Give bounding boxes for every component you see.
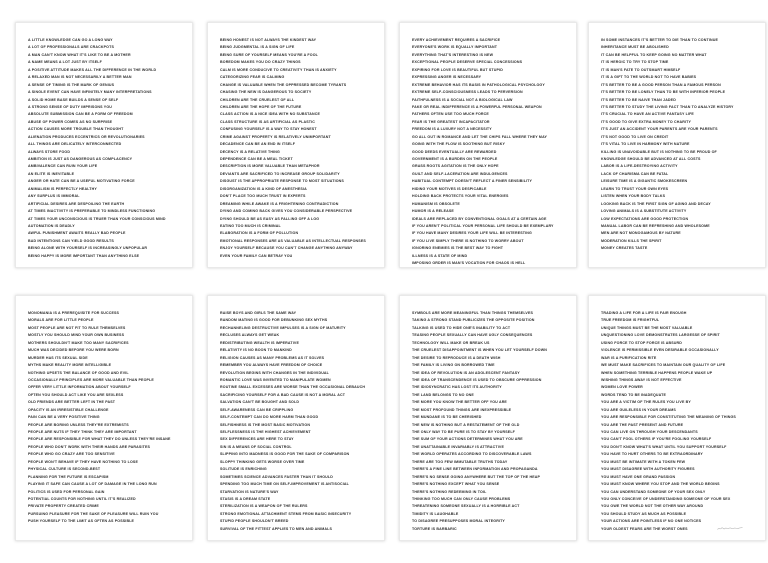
truism-line: ALWAYS STORE FOOD: [28, 149, 71, 154]
truism-line: STRONG EMOTIONAL ATTACHMENT STEMS FROM BASIC INSECURITY: [220, 511, 352, 516]
truism-line: THERE'S NOTHING EXCEPT WHAT YOU SENSE: [412, 482, 500, 487]
truism-line: IT'S VITAL TO LIVE IN HARMONY WITH NATURE: [601, 142, 690, 147]
truism-line: TIMIDITY IS LAUGHABLE: [412, 511, 459, 516]
truism-line: STARVATION IS NATURE'S WAY: [220, 489, 279, 494]
truism-line: WORDS TEND TO BE INADEQUATE: [601, 392, 667, 397]
truism-line: LOVING ANIMALS IS A SUBSTITUTE ACTIVITY: [601, 209, 687, 214]
truism-line: GO ALL OUT IN ROMANCE AND LET THE CHIPS FALL WHERE THEY MAY: [412, 134, 548, 139]
truism-line: RECLUSES ALWAYS GET WEAK: [220, 333, 280, 338]
truism-line: ALIENATION PRODUCES ECCENTRICS OR REVOLUTIONARIES: [28, 134, 145, 139]
truism-sheet-5: [15, 295, 193, 541]
truism-line: EXTREME SELF-CONSCIOUSNESS LEADS TO PERVERSION: [412, 90, 523, 95]
truism-line: THE SUM OF YOUR ACTIONS DETERMINES WHAT YOU ARE: [412, 437, 523, 442]
truism-line: SYMBOLS ARE MORE MEANINGFUL THAN THINGS THEMSELVES: [412, 311, 534, 315]
truism-line: WOMEN LOVE POWER: [601, 385, 643, 390]
truism-line: PAIN CAN BE A VERY POSITIVE THING: [28, 415, 100, 420]
truism-line: YOU MUST HAVE ONE GRAND PASSION: [601, 474, 676, 479]
truism-line: A MAN CAN'T KNOW WHAT IT'S LIKE TO BE A MOTHER: [28, 52, 131, 57]
truism-line: EVERY ACHIEVEMENT REQUIRES A SACRIFICE: [412, 38, 501, 42]
truism-line: DECENCY IS A RELATIVE THING: [220, 149, 280, 154]
truism-line: MEN ARE NOT MONOGAMOUS BY NATURE: [601, 231, 681, 236]
truism-line: SELF-AWARENESS CAN BE CRIPPLING: [220, 407, 294, 412]
truism-line: MONOMANIA IS A PREREQUISITE FOR SUCCESS: [28, 311, 120, 315]
truism-line: IT'S BETTER TO BE A GOOD PERSON THAN A FAMOUS PERSON: [601, 82, 721, 87]
truism-line: EXPRESSING ANGER IS NECESSARY: [412, 75, 482, 80]
truism-list: [601, 310, 755, 533]
truism-line: MOTHERS SHOULDN'T MAKE TOO MANY SACRIFICES: [28, 340, 129, 345]
truism-line: MOST PEOPLE ARE NOT FIT TO RULE THEMSELVES: [28, 325, 126, 330]
truism-line: YOU HAVE TO HURT OTHERS TO BE EXTRAORDINARY: [601, 452, 703, 457]
truism-line: THE IDEA OF REVOLUTION IS AN ADOLESCENT FANTASY: [412, 370, 520, 375]
truism-line: SACRIFICING YOURSELF FOR A BAD CAUSE IS NOT A MORAL ACT: [220, 392, 346, 397]
truism-line: REDISTRIBUTING WEALTH IS IMPERATIVE: [220, 340, 299, 345]
truism-line: ABSOLUTE SUBMISSION CAN BE A FORM OF FREEDOM: [28, 112, 133, 117]
truism-line: KNOWLEDGE SHOULD BE ADVANCED AT ALL COSTS: [601, 157, 701, 161]
truism-line: YOUR ACTIONS ARE POINTLESS IF NO ONE NOTICES: [601, 519, 702, 524]
truism-line: BEING HAPPY IS MORE IMPORTANT THAN ANYTHING ELSE: [28, 253, 140, 258]
truism-line: SLIPPING INTO MADNESS IS GOOD FOR THE SAKE OF COMPARISON: [220, 452, 350, 457]
truism-line: DON'T PLACE TOO MUCH TRUST IN EXPERTS: [220, 194, 306, 199]
truism-line: FAITHFULNESS IS A SOCIAL NOT A BIOLOGICAL LAW: [412, 97, 513, 102]
truism-line: A SINGLE EVENT CAN HAVE INFINITELY MANY INTERPRETATIONS: [28, 90, 152, 95]
truism-line: A LITTLE KNOWLEDGE CAN GO A LONG WAY: [28, 38, 113, 42]
truism-line: YOU ARE A VICTIM OF THE RULES YOU LIVE BY: [601, 400, 691, 405]
truism-line: REMEMBER YOU ALWAYS HAVE FREEDOM OF CHOICE: [220, 363, 323, 368]
truism-line: FREEDOM IS A LUXURY NOT A NECESSITY: [412, 127, 492, 132]
truism-line: THE UNATTAINABLE INVARIABLY IS ATTRACTIVE: [412, 444, 504, 449]
truism-line: YOU MUST DISAGREE WITH AUTHORITY FIGURES: [601, 467, 695, 472]
truism-line: TO DISAGREE PRESUPPOSES MORAL INTEGRITY: [412, 519, 505, 524]
truism-line: VIOLENCE IS PERMISSIBLE EVEN DESIRABLE OCCASIONALLY: [601, 348, 719, 353]
truism-line: BEING HONEST IS NOT ALWAYS THE KINDEST WAY: [220, 38, 317, 42]
truism-line: USING FORCE TO STOP FORCE IS ABSURD: [601, 340, 682, 345]
truism-line: WHEN SOMETHING TERRIBLE HAPPENS PEOPLE WAKE UP: [601, 370, 713, 375]
truism-line: ELABORATION IS A FORM OF POLLUTION: [220, 231, 299, 236]
truism-line: EXPIRING FOR LOVE IS BEAUTIFUL BUT STUPID: [412, 67, 503, 72]
truism-line: POLITICS IS USED FOR PERSONAL GAIN: [28, 489, 105, 494]
truism-line: PEOPLE WON'T BEHAVE IF THEY HAVE NOTHING TO LOSE: [28, 459, 139, 464]
truism-line: CLASS ACTION IS A NICE IDEA WITH NO SUBSTANCE: [220, 112, 320, 117]
truism-line: IT CAN BE HELPFUL TO KEEP GOING NO MATTER WHAT: [601, 52, 707, 57]
truism-line: SLOPPY THINKING GETS WORSE OVER TIME: [220, 459, 305, 464]
truism-list: [412, 310, 566, 533]
truism-line: MUCH WAS DECIDED BEFORE YOU WERE BORN: [28, 348, 119, 353]
truism-line: THE FAMILY IS LIVING ON BORROWED TIME: [412, 363, 495, 368]
truism-list: [220, 37, 374, 260]
truism-line: RAISE BOYS AND GIRLS THE SAME WAY: [220, 311, 297, 315]
truism-line: SEX DIFFERENCES ARE HERE TO STAY: [220, 437, 294, 442]
truism-line: BAD INTENTIONS CAN YIELD GOOD RESULTS: [28, 238, 114, 243]
truism-line: GOING WITH THE FLOW IS SOOTHING BUT RISKY: [412, 142, 505, 147]
truism-sheet-2: [207, 22, 385, 268]
truism-line: ALL THINGS ARE DELICATELY INTERCONNECTED: [28, 142, 122, 147]
truism-line: RECHANNELING DESTRUCTIVE IMPULSES IS A SIGN OF MATURITY: [220, 325, 346, 330]
truism-line: FAKE OR REAL INDIFFERENCE IS A POWERFUL PERSONAL WEAPON: [412, 104, 542, 109]
truism-sheet-8: [588, 295, 766, 541]
truism-line: IF YOU LIVE SIMPLY THERE IS NOTHING TO WORRY ABOUT: [412, 238, 524, 243]
truism-line: IT'S NOT GOOD TO LIVE ON CREDIT: [601, 134, 669, 139]
artist-signature: [717, 526, 743, 531]
truism-line: ACTION CAUSES MORE TROUBLE THAN THOUGHT: [28, 127, 124, 132]
truism-line: IGNORING ENEMIES IS THE BEST WAY TO FIGHT: [412, 246, 504, 251]
truism-line: PEOPLE ARE RESPONSIBLE FOR WHAT THEY DO UNLESS THEY'RE INSANE: [28, 437, 171, 442]
truism-line: SELF-CONTEMPT CAN DO MORE HARM THAN GOOD: [220, 415, 319, 420]
truism-line: YOUR OLDEST FEARS ARE THE WORST ONES: [601, 526, 688, 531]
truism-line: IMPOSING ORDER IS MAN'S VOCATION FOR CHAOS IS HELL: [412, 261, 526, 266]
truism-line: LEISURE TIME IS A GIGANTIC SMOKESCREEN: [601, 179, 688, 184]
truism-line: ENJOY YOURSELF BECAUSE YOU CAN'T CHANGE ANYTHING ANYWAY: [220, 246, 353, 251]
truism-line: LABOR IS A LIFE-DESTROYING ACTIVITY: [601, 164, 678, 169]
truism-line: SIN IS A MEANS OF SOCIAL CONTROL: [220, 444, 292, 449]
truism-line: HUMOR IS A RELEASE: [412, 209, 454, 214]
truism-line: A SENSE OF TIMING IS THE MARK OF GENIUS: [28, 82, 115, 87]
truism-line: OFTEN YOU SHOULD ACT LIKE YOU ARE SEXLESS: [28, 392, 124, 397]
truism-line: STASIS IS A DREAM STATE: [220, 496, 271, 501]
truism-sheet-1: [15, 22, 193, 268]
truism-line: SURVIVAL OF THE FITTEST APPLIES TO MEN AND ANIMALS: [220, 526, 333, 531]
truism-line: IT'S GOOD TO GIVE EXTRA MONEY TO CHARITY: [601, 119, 691, 124]
truism-line: DEPENDENCE CAN BE A MEAL TICKET: [220, 157, 293, 161]
truism-line: A LOT OF PROFESSIONALS ARE CRACKPOTS: [28, 45, 114, 50]
truism-line: MOSTLY YOU SHOULD MIND YOUR OWN BUSINESS: [28, 333, 125, 338]
truism-line: MODERATION KILLS THE SPIRIT: [601, 238, 662, 243]
truism-line: RELATIVITY IS NO BOON TO MANKIND: [220, 348, 292, 353]
truism-line: WE MUST MAKE SACRIFICES TO MAINTAIN OUR QUALITY OF LIFE: [601, 363, 726, 368]
truism-line: DEVIANTS ARE SACRIFICED TO INCREASE GROUP SOLIDARITY: [220, 171, 340, 176]
truism-line: THREATENING SOMEONE SEXUALLY IS A HORRIBLE ACT: [412, 504, 520, 509]
truism-line: EVERYONE'S WORK IS EQUALLY IMPORTANT: [412, 45, 498, 50]
truism-line: AT TIMES YOUR UNCONSCIOUS IS TRUER THAN YOUR CONSCIOUS MIND: [28, 216, 166, 221]
truism-line: CLASS STRUCTURE IS AS ARTIFICIAL AS PLASTIC: [220, 119, 316, 124]
truism-line: THE WORLD OPERATES ACCORDING TO DISCOVERABLE LAWS: [412, 452, 532, 457]
truism-line: UNQUESTIONING LOVE DEMONSTRATES LARGESSE OF SPIRIT: [601, 333, 720, 338]
truism-line: TORTURE IS BARBARIC: [412, 526, 457, 531]
truism-line: ANIMALISM IS PERFECTLY HEALTHY: [28, 186, 97, 191]
truism-line: MANUAL LABOR CAN BE REFRESHING AND WHOLESOME: [601, 223, 710, 228]
truism-line: ROMANTIC LOVE WAS INVENTED TO MANIPULATE WOMEN: [220, 377, 331, 382]
truism-line: SOMETIMES SCIENCE ADVANCES FASTER THAN IT SHOULD: [220, 474, 334, 479]
truism-list: [28, 37, 182, 260]
truism-line: YOU CAN UNDERSTAND SOMEONE OF YOUR SEX ONLY: [601, 489, 706, 494]
truism-line: CONFUSING YOURSELF IS A WAY TO STAY HONEST: [220, 127, 317, 132]
truism-line: THE LAND BELONGS TO NO ONE: [412, 392, 474, 397]
truism-line: THERE'S NOTHING REDEEMING IN TOIL: [412, 489, 487, 494]
truism-line: YOU ARE THE PAST PRESENT AND FUTURE: [601, 422, 684, 427]
truism-line: CRIME AGAINST PROPERTY IS RELATIVELY UNIMPORTANT: [220, 134, 331, 139]
truism-line: YOU CAN LIVE ON THROUGH YOUR DESCENDANTS: [601, 430, 698, 434]
truism-list: [220, 310, 374, 533]
truism-line: EVERYTHING THAT'S INTERESTING IS NEW: [412, 52, 494, 57]
truism-line: PLAYING IT SAFE CAN CAUSE A LOT OF DAMAGE IN THE LONG RUN: [28, 482, 157, 487]
truism-line: GOOD DEEDS EVENTUALLY ARE REWARDED: [412, 149, 497, 154]
truism-line: THE MOST PROFOUND THINGS ARE INEXPRESSIBLE: [412, 407, 512, 412]
truism-line: A SOLID HOME BASE BUILDS A SENSE OF SELF: [28, 97, 119, 102]
truism-line: FATHERS OFTEN USE TOO MUCH FORCE: [412, 112, 489, 117]
truism-line: SALVATION CAN'T BE BOUGHT AND SOLD: [220, 400, 300, 405]
truism-line: AMBITION IS JUST AS DANGEROUS AS COMPLACENCY: [28, 157, 133, 161]
truism-line: PLANNING FOR THE FUTURE IS ESCAPISM: [28, 474, 109, 479]
truism-line: BEING JUDGMENTAL IS A SIGN OF LIFE: [220, 45, 295, 50]
truism-line: AUTOMATION IS DEADLY: [28, 223, 75, 228]
truism-line: A NAME MEANS A LOT JUST BY ITSELF: [28, 60, 102, 65]
truism-line: EVEN YOUR FAMILY CAN BETRAY YOU: [220, 253, 293, 258]
truism-line: IDEALS ARE REPLACED BY CONVENTIONAL GOALS AT A CERTAIN AGE: [412, 216, 547, 221]
truism-line: EXTREME BEHAVIOR HAS ITS BASIS IN PATHOLOGICAL PSYCHOLOGY: [412, 82, 545, 87]
truism-line: THE MORE YOU KNOW THE BETTER OFF YOU ARE: [412, 400, 507, 405]
truism-line: GUILT AND SELF-LACERATION ARE INDULGENCES: [412, 171, 508, 176]
truism-line: PEOPLE ARE BORING UNLESS THEY'RE EXTREMISTS: [28, 422, 129, 427]
truism-line: PURSUING PLEASURE FOR THE SAKE OF PLEASURE WILL RUIN YOU: [28, 511, 159, 516]
truism-line: YOU OWE THE WORLD NOT THE OTHER WAY AROUND: [601, 504, 704, 509]
truism-line: EXCEPTIONAL PEOPLE DESERVE SPECIAL CONCESSIONS: [412, 60, 523, 65]
truism-line: EMOTIONAL RESPONSES ARE AS VALUABLE AS INTELLECTUAL RESPONSES: [220, 238, 366, 243]
truism-sheet-4: [588, 22, 766, 268]
truism-line: THINKING TOO MUCH CAN ONLY CAUSE PROBLEMS: [412, 496, 511, 501]
truism-line: IT'S BETTER TO STUDY THE LIVING FACT THAN TO ANALYZE HISTORY: [601, 104, 734, 109]
truism-line: DISGUST IS THE APPROPRIATE RESPONSE TO MOST SITUATIONS: [220, 179, 344, 184]
truism-line: POTENTIAL COUNTS FOR NOTHING UNTIL IT'S REALIZED: [28, 496, 136, 501]
truism-line: CHILDREN ARE THE HOPE OF THE FUTURE: [220, 104, 302, 109]
truism-line: IT'S BETTER TO BE LONELY THAN TO BE WITH INFERIOR PEOPLE: [601, 90, 726, 95]
truism-line: RANDOM MATING IS GOOD FOR DEBUNKING SEX MYTHS: [220, 318, 328, 323]
truism-line: YOU ONLY CONCEIVE OF UNDERSTANDING SOMEONE OF YOUR SEX: [601, 496, 731, 501]
truism-line: PHYSICAL CULTURE IS SECOND-BEST: [28, 467, 101, 472]
truism-line: IT'S CRUCIAL TO HAVE AN ACTIVE FANTASY LIFE: [601, 112, 694, 117]
truism-line: WISHING THINGS AWAY IS NOT EFFECTIVE: [601, 377, 682, 382]
truism-line: ILLNESS IS A STATE OF MIND: [412, 253, 468, 258]
truism-line: THE CRUELEST DISAPPOINTMENT IS WHEN YOU LET YOURSELF DOWN: [412, 348, 548, 353]
truism-line: THE IDIOSYNCRATIC HAS LOST ITS AUTHORITY: [412, 385, 502, 390]
truism-line: STUPID PEOPLE SHOULDN'T BREED: [220, 519, 289, 524]
truism-line: LISTEN WHEN YOUR BODY TALKS: [601, 194, 666, 199]
truism-line: YOU MUST KNOW WHERE YOU STOP AND THE WORLD BEGINS: [601, 482, 720, 487]
truism-line: THERE'S A FINE LINE BETWEEN INFORMATION AND PROPAGANDA: [412, 467, 538, 472]
truism-line: OFFER VERY LITTLE INFORMATION ABOUT YOURSELF: [28, 385, 131, 390]
truism-line: YOU ARE RESPONSIBLE FOR CONSTITUTING THE MEANING OF THINGS: [601, 415, 736, 420]
truism-line: SPENDING TOO MUCH TIME ON SELF-IMPROVEMENT IS ANTISOCIAL: [220, 482, 349, 487]
truism-line: HIDING YOUR MOTIVES IS DESPICABLE: [412, 186, 487, 191]
truism-line: LEARN TO TRUST YOUR OWN EYES: [601, 186, 669, 191]
truism-line: MYTHS MAKE REALITY MORE INTELLIGIBLE: [28, 363, 112, 368]
truism-line: HOLDING BACK PROTECTS YOUR VITAL ENERGIES: [412, 194, 509, 199]
truism-line: IT'S JUST AN ACCIDENT YOUR PARENTS ARE YOUR PARENTS: [601, 127, 718, 132]
truism-line: CATEGORIZING FEAR IS CALMING: [220, 75, 285, 80]
truism-line: PEOPLE WHO DON'T WORK WITH THEIR HANDS ARE PARASITES: [28, 444, 151, 449]
truism-line: BOREDOM MAKES YOU DO CRAZY THINGS: [220, 60, 301, 65]
truism-line: THERE ARE TOO FEW IMMUTABLE TRUTHS TODAY: [412, 459, 508, 464]
truism-line: IF YOU HAVE MANY DESIRES YOUR LIFE WILL BE INTERESTING: [412, 231, 532, 236]
truism-line: DESCRIPTION IS MORE VALUABLE THAN METAPHOR: [220, 164, 320, 169]
truism-line: DYING SHOULD BE AS EASY AS FALLING OFF A LOG: [220, 216, 320, 221]
truism-line: GRASS ROOTS AGITATION IS THE ONLY HOPE: [412, 164, 499, 169]
truism-line: OCCASIONALLY PRINCIPLES ARE MORE VALUABLE THAN PEOPLE: [28, 377, 154, 382]
truism-list: [601, 37, 755, 253]
truism-line: HUMANISM IS OBSOLETE: [412, 201, 460, 206]
truism-line: KILLING IS UNAVOIDABLE BUT IS NOTHING TO BE PROUD OF: [601, 149, 717, 154]
truism-line: DYING AND COMING BACK GIVES YOU CONSIDERABLE PERSPECTIVE: [220, 209, 353, 214]
truism-line: SELFLESSNESS IS THE HIGHEST ACHIEVEMENT: [220, 430, 311, 434]
truism-line: TAKING A STRONG STAND PUBLICIZES THE OPPOSITE POSITION: [412, 318, 535, 323]
truism-line: PUSH YOURSELF TO THE LIMIT AS OFTEN AS POSSIBLE: [28, 519, 135, 524]
truism-line: REVOLUTION BEGINS WITH CHANGES IN THE INDIVIDUAL: [220, 370, 330, 375]
truism-line: TALKING IS USED TO HIDE ONE'S INABILITY TO ACT: [412, 325, 511, 330]
truism-line: YOU MUST BE INTIMATE WITH A TOKEN FEW: [601, 459, 686, 464]
truism-line: AN ELITE IS INEVITABLE: [28, 171, 75, 176]
truism-line: PEOPLE WHO GO CRAZY ARE TOO SENSITIVE: [28, 452, 115, 457]
truism-line: CALM IS MORE CONDUCIVE TO CREATIVITY THAN IS ANXIETY: [220, 67, 337, 72]
truism-sheet-7: [399, 295, 577, 541]
truism-line: TRADING A LIFE FOR A LIFE IS FAIR ENOUGH: [601, 311, 687, 315]
truism-line: IN SOME INSTANCES IT'S BETTER TO DIE THAN TO CONTINUE: [601, 38, 719, 42]
truism-line: CHILDREN ARE THE CRUELEST OF ALL: [220, 97, 295, 102]
truism-line: A STRONG SENSE OF DUTY IMPRISONS YOU: [28, 104, 113, 109]
truism-sheet-3: [399, 22, 577, 268]
truism-line: NOTHING UPSETS THE BALANCE OF GOOD AND EVIL: [28, 370, 129, 375]
truism-line: HABITUAL CONTEMPT DOESN'T REFLECT A FINER SENSIBILITY: [412, 179, 533, 184]
truism-line: PRIVATE PROPERTY CREATED CRIME: [28, 504, 99, 509]
truism-line: A RELAXED MAN IS NOT NECESSARILY A BETTER MAN: [28, 75, 132, 80]
truism-line: ANGER OR HATE CAN BE A USEFUL MOTIVATING FORCE: [28, 179, 135, 184]
truism-line: IF YOU AREN'T POLITICAL YOUR PERSONAL LIFE SHOULD BE EXEMPLARY: [412, 223, 554, 228]
truism-line: AMBIVALENCE CAN RUIN YOUR LIFE: [28, 164, 98, 169]
truism-list: [28, 310, 182, 526]
truism-line: OPACITY IS AN IRRESISTIBLE CHALLENGE: [28, 407, 109, 412]
truism-line: DECADENCE CAN BE AN END IN ITSELF: [220, 142, 296, 147]
truism-line: THERE'S NO SENSE GOING ANYWHERE BUT THE TOP OF THE HEAP: [412, 474, 541, 479]
truism-list: [412, 37, 566, 268]
truism-line: FEAR IS THE GREATEST INCAPACITATOR: [412, 119, 490, 124]
truism-line: MORALS ARE FOR LITTLE PEOPLE: [28, 318, 94, 323]
truism-line: SELFISHNESS IS THE MOST BASIC MOTIVATION: [220, 422, 311, 427]
truism-line: YOU SHOULD STUDY AS MUCH AS POSSIBLE: [601, 511, 687, 516]
truism-line: UNIQUE THINGS MUST BE THE MOST VALUABLE: [601, 325, 693, 330]
truism-line: ABUSE OF POWER COMES AS NO SURPRISE: [28, 119, 113, 124]
truism-line: STERILIZATION IS A WEAPON OF THE RULERS: [220, 504, 308, 509]
truism-line: PEOPLE ARE NUTS IF THEY THINK THEY ARE IMPORTANT: [28, 430, 137, 434]
truism-line: THE IDEA OF TRANSCENDENCE IS USED TO OBSCURE OPPRESSION: [412, 377, 542, 382]
truism-line: INHERITANCE MUST BE ABOLISHED: [601, 45, 669, 50]
truism-line: AT TIMES INACTIVITY IS PREFERABLE TO MINDLESS FUNCTIONING: [28, 209, 156, 214]
truism-line: MONEY CREATES TASTE: [601, 246, 648, 251]
truism-line: DISORGANIZATION IS A KIND OF ANESTHESIA: [220, 186, 307, 191]
truism-line: IT IS HEROIC TO TRY TO STOP TIME: [601, 60, 669, 65]
truism-line: CHANGE IS VALUABLE WHEN THE OPPRESSED BECOME TYRANTS: [220, 82, 347, 87]
truism-line: AWFUL PUNISHMENT AWAITS REALLY BAD PEOPLE: [28, 231, 126, 236]
truism-line: IT IS MAN'S FATE TO OUTSMART HIMSELF: [601, 67, 681, 72]
truism-line: OLD FRIENDS ARE BETTER LEFT IN THE PAST: [28, 400, 116, 405]
truism-line: RELIGION CAUSES AS MANY PROBLEMS AS IT SOLVES: [220, 355, 325, 360]
truism-line: TRUE FREEDOM IS FRIGHTFUL: [601, 318, 660, 323]
truism-sheet-6: [207, 295, 385, 541]
truism-line: GOVERNMENT IS A BURDEN ON THE PEOPLE: [412, 157, 498, 161]
truism-line: THE MUNDANE IS TO BE CHERISHED: [412, 415, 482, 420]
truism-line: LOOKING BACK IS THE FIRST SIGN OF AGING AND DECAY: [601, 201, 711, 206]
truism-line: EATING TOO MUCH IS CRIMINAL: [220, 223, 281, 228]
truism-line: BEING SURE OF YOURSELF MEANS YOU'RE A FOOL: [220, 52, 319, 57]
truism-line: ROUTINE SMALL EXCESSES ARE WORSE THAN THE OCCASIONAL DEBAUCH: [220, 385, 366, 390]
truism-line: ARTIFICIAL DESIRES ARE DESPOILING THE EARTH: [28, 201, 125, 206]
truism-line: TEASING PEOPLE SEXUALLY CAN HAVE UGLY CONSEQUENCES: [412, 333, 533, 338]
truism-line: LACK OF CHARISMA CAN BE FATAL: [601, 171, 669, 176]
truism-line: MURDER HAS ITS SEXUAL SIDE: [28, 355, 88, 360]
truism-line: THE DESIRE TO REPRODUCE IS A DEATH WISH: [412, 355, 501, 360]
truism-line: CHASING THE NEW IS DANGEROUS TO SOCIETY: [220, 90, 312, 95]
truism-line: DREAMING WHILE AWAKE IS A FRIGHTENING CONTRADICTION: [220, 201, 339, 206]
truism-line: THE NEW IS NOTHING BUT A RESTATEMENT OF THE OLD: [412, 422, 520, 427]
truism-line: YOU CAN'T FOOL OTHERS IF YOU'RE FOOLING YOURSELF: [601, 437, 712, 442]
truism-line: IT'S BETTER TO BE NAIVE THAN JADED: [601, 97, 676, 102]
truism-line: THE ONLY WAY TO BE PURE IS TO STAY BY YOURSELF: [412, 430, 516, 434]
truism-line: SOLITUDE IS ENRICHING: [220, 467, 267, 472]
truism-line: LOW EXPECTATIONS ARE GOOD PROTECTION: [601, 216, 689, 221]
truism-line: ANY SURPLUS IS IMMORAL: [28, 194, 80, 199]
truism-line: YOU ARE GUILELESS IN YOUR DREAMS: [601, 407, 676, 412]
truism-line: WAR IS A PURIFICATION RITE: [601, 355, 657, 360]
truism-line: BEING ALONE WITH YOURSELF IS INCREASINGLY UNPOPULAR: [28, 246, 148, 251]
truism-line: A POSITIVE ATTITUDE MAKES ALL THE DIFFERENCE IN THE WORLD: [28, 67, 157, 72]
truism-line: YOU DON'T KNOW WHAT'S WHAT UNTIL YOU SUPPORT YOURSELF: [601, 444, 727, 449]
truism-line: IT IS A GIFT TO THE WORLD NOT TO HAVE BABIES: [601, 75, 697, 80]
truism-line: TECHNOLOGY WILL MAKE OR BREAK US: [412, 340, 490, 345]
